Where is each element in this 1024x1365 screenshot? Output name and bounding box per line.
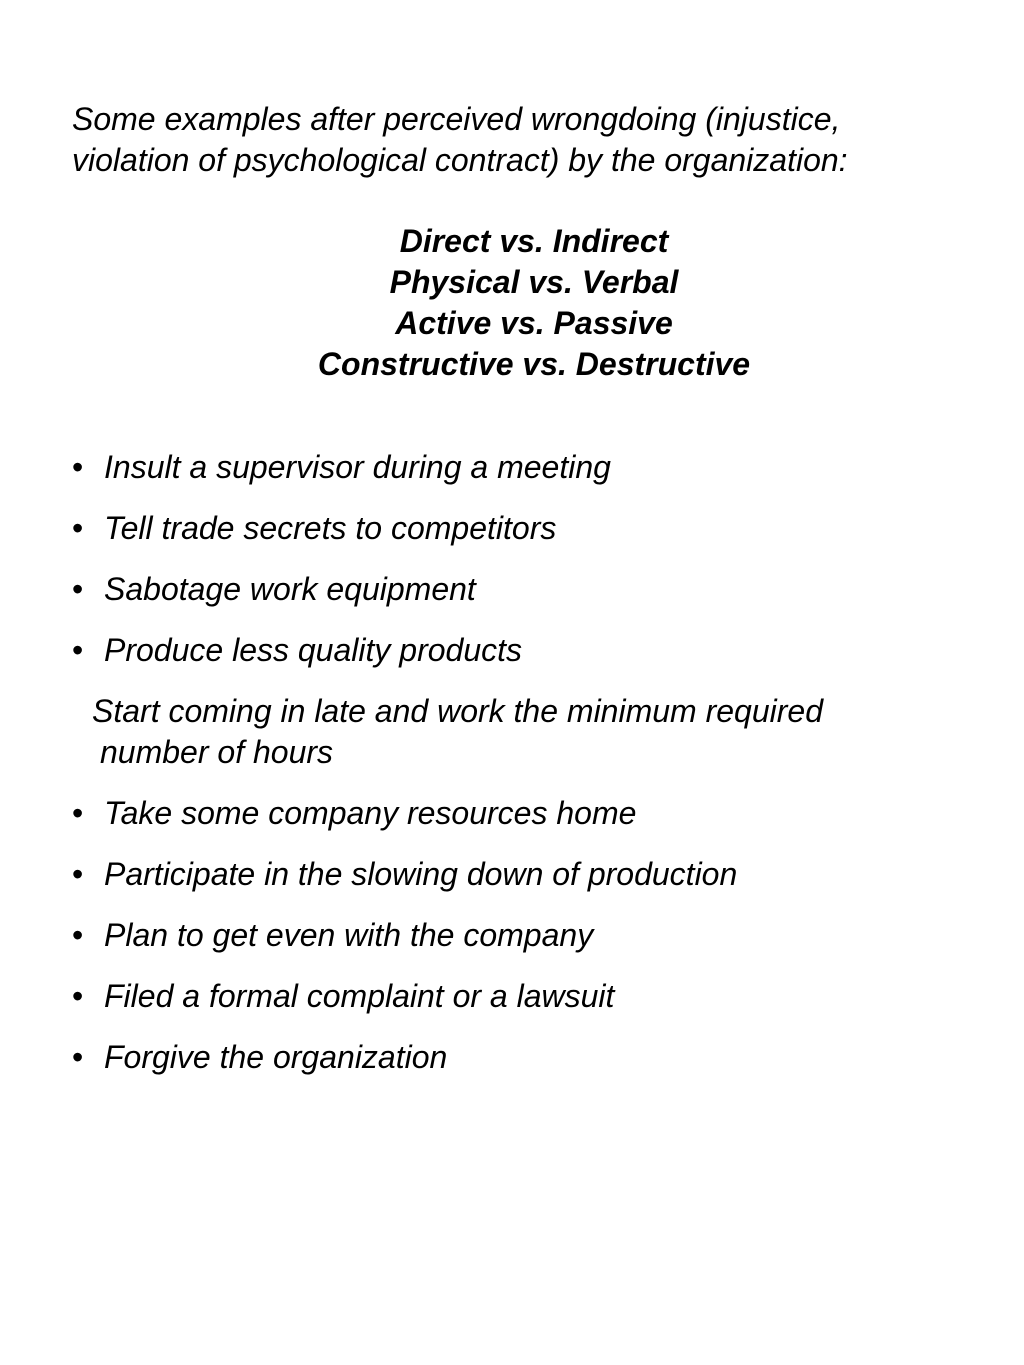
dimensions-list: [0, 221, 1024, 385]
list-item: [72, 793, 972, 834]
bullet-icon: •: [72, 1039, 84, 1075]
dimension-item: Physical vs. Verbal: [389, 264, 679, 300]
bullet-icon: •: [72, 571, 84, 607]
list-item-text: Take some company resources home: [104, 795, 637, 831]
list-item-text: Tell trade secrets to competitors: [104, 510, 557, 546]
dimension-item: Direct vs. Indirect: [399, 223, 669, 259]
dimension-item: Constructive vs. Destructive: [317, 346, 751, 382]
list-item-text: Sabotage work equipment: [104, 571, 476, 607]
list-item: [72, 630, 972, 671]
bullet-icon: •: [72, 795, 84, 831]
list-item-text: Insult a supervisor during a meeting: [104, 449, 611, 485]
list-item: [72, 508, 972, 549]
list-item-text: Plan to get even with the company: [104, 917, 594, 953]
list-item: [72, 569, 972, 610]
bullet-icon: •: [72, 917, 84, 953]
list-item-text-continued: number of hours: [100, 734, 334, 770]
intro-text: [72, 99, 972, 181]
intro-line-1: Some examples after perceived wrongdoing (injustice,: [72, 101, 841, 137]
bullet-icon: •: [72, 632, 84, 668]
bullet-icon: •: [72, 856, 84, 892]
list-item: [72, 976, 972, 1017]
examples-list: [72, 447, 972, 1098]
bullet-icon: •: [72, 449, 84, 485]
list-item-text: Participate in the slowing down of production: [104, 856, 738, 892]
list-item: [72, 1037, 972, 1078]
list-item: [72, 447, 972, 488]
list-item: [72, 854, 972, 895]
list-item-text: Filed a formal complaint or a lawsuit: [104, 978, 615, 1014]
list-item-unbulleted: [72, 691, 972, 773]
list-item-text: Start coming in late and work the minimum required: [92, 693, 823, 729]
list-item-text: Produce less quality products: [104, 632, 522, 668]
bullet-icon: •: [72, 510, 84, 546]
list-item-text: Forgive the organization: [104, 1039, 448, 1075]
list-item: [72, 915, 972, 956]
dimension-item: Active vs. Passive: [395, 305, 673, 341]
intro-line-2: violation of psychological contract) by the organization:: [72, 142, 848, 178]
bullet-icon: •: [72, 978, 84, 1014]
